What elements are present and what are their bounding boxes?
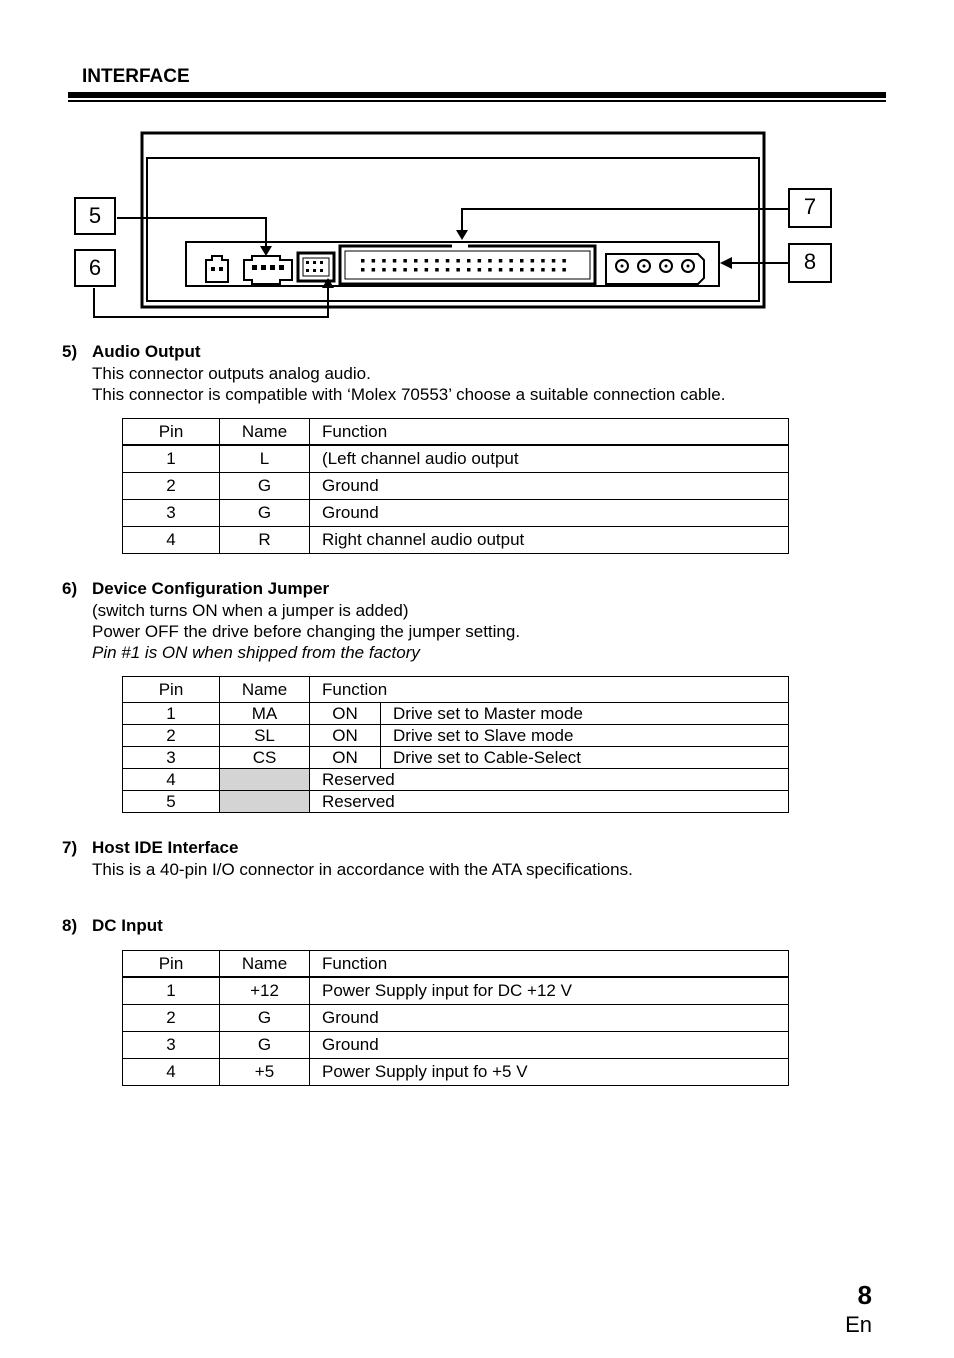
ide-pin <box>478 268 482 272</box>
dc-pin-table <box>122 950 789 1086</box>
paragraph-line: This connector is compatible with ‘Molex 70553’ choose a suitable connection cable. <box>92 385 726 404</box>
table-row <box>123 977 789 1005</box>
table-header-row <box>123 419 789 446</box>
ide-connector <box>340 244 595 284</box>
section-title-ide: Host IDE Interface <box>92 838 239 857</box>
ide-pin <box>435 259 439 263</box>
pin-cell: 3 <box>123 500 220 527</box>
ide-pin <box>414 259 418 263</box>
pin-cell: 1 <box>123 703 220 725</box>
ide-pin <box>456 268 460 272</box>
ide-pin <box>361 268 365 272</box>
section-number: 5) <box>62 342 78 361</box>
name-cell: G <box>220 1005 310 1032</box>
ide-pin <box>509 259 513 263</box>
section-number: 6) <box>62 579 78 598</box>
table-row <box>123 747 789 769</box>
page-number: 8 <box>857 1280 872 1310</box>
callout-8: 8 <box>788 243 832 283</box>
drive-outline <box>142 133 764 307</box>
ide-pin <box>488 268 492 272</box>
name-cell: R <box>220 527 310 554</box>
table-row <box>123 1059 789 1086</box>
table-header-row <box>123 951 789 978</box>
ide-pin <box>520 259 524 263</box>
name-cell: MA <box>220 703 310 725</box>
ide-pin <box>520 268 524 272</box>
ide-pin <box>414 268 418 272</box>
paragraph-line: Power OFF the drive before changing the jumper setting. <box>92 622 521 641</box>
ide-pin <box>382 268 386 272</box>
paragraph-line: This is a 40-pin I/O connector in accordance with the ATA specifications. <box>92 860 633 879</box>
ide-pin <box>361 259 365 263</box>
page-title: INTERFACE <box>82 66 190 87</box>
pin-cell: 2 <box>123 1005 220 1032</box>
ide-pin <box>403 268 407 272</box>
section-number: 7) <box>62 838 78 857</box>
header-cell: Name <box>220 419 310 446</box>
ide-pin <box>467 268 471 272</box>
ide-pin <box>488 259 492 263</box>
ide-pin <box>446 268 450 272</box>
pin-cell: 4 <box>123 1059 220 1086</box>
ide-pin <box>531 268 535 272</box>
ide-pin <box>425 259 429 263</box>
table-row <box>123 1032 789 1059</box>
function-cell: Ground <box>310 473 789 500</box>
pin-cell: 3 <box>123 1032 220 1059</box>
ide-pin <box>372 268 376 272</box>
table-row <box>123 473 789 500</box>
ide-pin <box>382 259 386 263</box>
ide-pin <box>552 259 556 263</box>
ide-pin <box>541 259 545 263</box>
ide-pin <box>393 268 397 272</box>
header-cell: Pin <box>123 951 220 978</box>
name-cell: L <box>220 445 310 473</box>
name-cell: SL <box>220 725 310 747</box>
callout-5: 5 <box>74 197 116 235</box>
function-cell: Right channel audio output <box>310 527 789 554</box>
pin-cell: 2 <box>123 725 220 747</box>
ide-pin <box>446 259 450 263</box>
ide-pin <box>435 268 439 272</box>
table-row <box>123 1005 789 1032</box>
pin-cell: 4 <box>123 527 220 554</box>
function-cell: (Left channel audio output <box>310 445 789 473</box>
section-number: 8) <box>62 916 78 935</box>
ide-pin <box>467 259 471 263</box>
table-row <box>123 791 789 813</box>
ide-pin <box>562 259 566 263</box>
leader-7 <box>462 209 788 232</box>
function-cell: Power Supply input fo +5 V <box>310 1059 789 1086</box>
pin-cell: 5 <box>123 791 220 813</box>
arrow-7 <box>456 230 468 240</box>
pin-cell: 4 <box>123 769 220 791</box>
pin-cell: 1 <box>123 977 220 1005</box>
name-cell: G <box>220 473 310 500</box>
section-title-dc: DC Input <box>92 916 163 935</box>
pin-cell: 3 <box>123 747 220 769</box>
function-cell: Ground <box>310 1005 789 1032</box>
ide-pin <box>403 259 407 263</box>
ide-pin <box>531 259 535 263</box>
state-cell: ON <box>310 747 381 769</box>
table-row <box>123 725 789 747</box>
function-cell: Drive set to Master mode <box>381 703 789 725</box>
name-cell: G <box>220 500 310 527</box>
name-cell: CS <box>220 747 310 769</box>
table-row <box>123 769 789 791</box>
ide-pin <box>509 268 513 272</box>
function-cell: Power Supply input for DC +12 V <box>310 977 789 1005</box>
header-cell: Function <box>310 951 789 978</box>
state-cell: ON <box>310 703 381 725</box>
header-rule <box>68 92 886 98</box>
section-title-audio: Audio Output <box>92 342 201 361</box>
callout-7: 7 <box>788 188 832 228</box>
arrow-8 <box>720 257 732 269</box>
header-cell: Pin <box>123 419 220 446</box>
ide-pin <box>541 268 545 272</box>
ide-pin <box>562 268 566 272</box>
function-cell: Ground <box>310 1032 789 1059</box>
header-cell: Function <box>310 677 789 703</box>
drive-panel <box>147 158 759 301</box>
small-connector <box>206 256 228 282</box>
header-rule-thin <box>68 100 886 102</box>
header-cell: Pin <box>123 677 220 703</box>
ide-pin <box>478 259 482 263</box>
audio-connector <box>244 256 292 284</box>
table-header-row <box>123 677 789 703</box>
paragraph-line: (switch turns ON when a jumper is added) <box>92 601 409 620</box>
ide-pin <box>456 259 460 263</box>
ide-pin <box>425 268 429 272</box>
rear-panel-diagram <box>0 120 954 330</box>
name-cell: G <box>220 1032 310 1059</box>
header-cell: Function <box>310 419 789 446</box>
function-cell: Drive set to Cable-Select <box>381 747 789 769</box>
table-row <box>123 527 789 554</box>
section-title-jumper: Device Configuration Jumper <box>92 579 330 598</box>
table-row <box>123 445 789 473</box>
callout-6: 6 <box>74 249 116 287</box>
ide-pin <box>552 268 556 272</box>
ide-pin <box>499 259 503 263</box>
page-language: En <box>845 1312 872 1337</box>
state-cell: ON <box>310 725 381 747</box>
pin-cell: 1 <box>123 445 220 473</box>
header-cell: Name <box>220 677 310 703</box>
factory-note: Pin #1 is ON when shipped from the factory <box>92 643 420 662</box>
paragraph-line: This connector outputs analog audio. <box>92 364 371 383</box>
dc-connector <box>606 254 704 284</box>
function-cell: Drive set to Slave mode <box>381 725 789 747</box>
jumper-block <box>298 253 334 281</box>
name-cell: +5 <box>220 1059 310 1086</box>
function-cell: Ground <box>310 500 789 527</box>
function-cell: Reserved <box>310 769 789 791</box>
ide-pin <box>499 268 503 272</box>
table-row <box>123 500 789 527</box>
name-cell-reserved <box>220 791 310 813</box>
header-cell: Name <box>220 951 310 978</box>
ide-pin <box>393 259 397 263</box>
arrow-5 <box>260 246 272 256</box>
table-row <box>123 703 789 725</box>
pin-cell: 2 <box>123 473 220 500</box>
function-cell: Reserved <box>310 791 789 813</box>
name-cell-reserved <box>220 769 310 791</box>
ide-pin <box>372 259 376 263</box>
audio-pin-table <box>122 418 789 554</box>
jumper-pin-table <box>122 676 789 813</box>
name-cell: +12 <box>220 977 310 1005</box>
leader-5 <box>117 218 266 248</box>
